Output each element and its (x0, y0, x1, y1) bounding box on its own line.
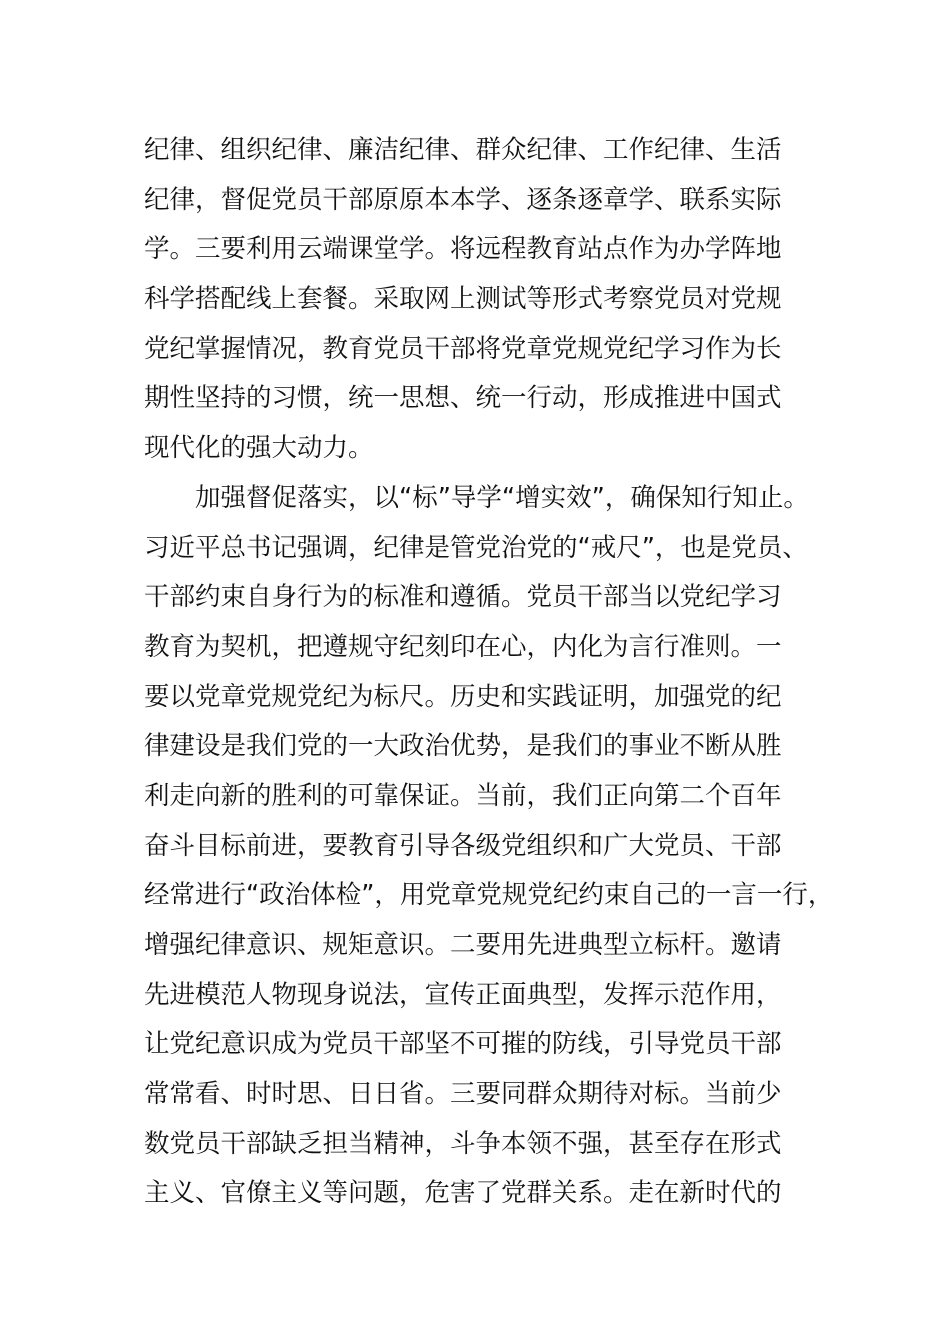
text-line: 纪律，督促党员干部原原本本学、逐条逐章学、联系实际 (144, 184, 782, 215)
text-line: 经常进行“政治体检”，用党章党规党纪约束自己的一言一行， (144, 880, 834, 911)
text-line: 干部约束自身行为的标准和遵循。党员干部当以党纪学习 (144, 582, 782, 613)
text-line: 要以党章党规党纪为标尺。历史和实践证明，加强党的纪 (144, 681, 782, 712)
text-line: 奋斗目标前进，要教育引导各级党组织和广大党员、干部 (144, 830, 782, 861)
text-line: 纪律、组织纪律、廉洁纪律、群众纪律、工作纪律、生活 (144, 135, 782, 165)
text-line: 教育为契机，把遵规守纪刻印在心，内化为言行准则。一 (144, 631, 782, 662)
text-line: 党纪掌握情况，教育党员干部将党章党规党纪学习作为长 (144, 333, 782, 364)
text-line: 数党员干部缺乏担当精神，斗争本领不强，甚至存在形式 (144, 1128, 782, 1159)
text-line: 利走向新的胜利的可靠保证。当前，我们正向第二个百年 (144, 780, 782, 811)
text-line: 学。三要利用云端课堂学。将远程教育站点作为办学阵地 (144, 234, 782, 265)
text-line: 常常看、时时思、日日省。三要同群众期待对标。当前少 (144, 1079, 782, 1110)
text-line: 增强纪律意识、规矩意识。二要用先进典型立标杆。邀请 (144, 930, 782, 960)
text-line: 律建设是我们党的一大政治优势，是我们的事业不断从胜 (144, 731, 782, 762)
text-line: 现代化的强大动力。 (144, 433, 374, 464)
text-line: 期性坚持的习惯，统一思想、统一行动，形成推进中国式 (144, 383, 782, 414)
body-text (144, 126, 834, 1219)
text-line: 先进模范人物现身说法，宣传正面典型，发挥示范作用， (144, 979, 782, 1010)
text-line: 让党纪意识成为党员干部坚不可摧的防线，引导党员干部 (144, 1029, 782, 1060)
text-line: 科学搭配线上套餐。采取网上测试等形式考察党员对党规 (144, 284, 782, 315)
text-line: 习近平总书记强调，纪律是管党治党的“戒尺”，也是党员、 (144, 532, 808, 563)
text-line: 主义、官僚主义等问题，危害了党群关系。走在新时代的 (144, 1178, 782, 1209)
paragraph-start-line: 加强督促落实，以“标”导学“增实效”，确保知行知止。 (195, 482, 809, 513)
